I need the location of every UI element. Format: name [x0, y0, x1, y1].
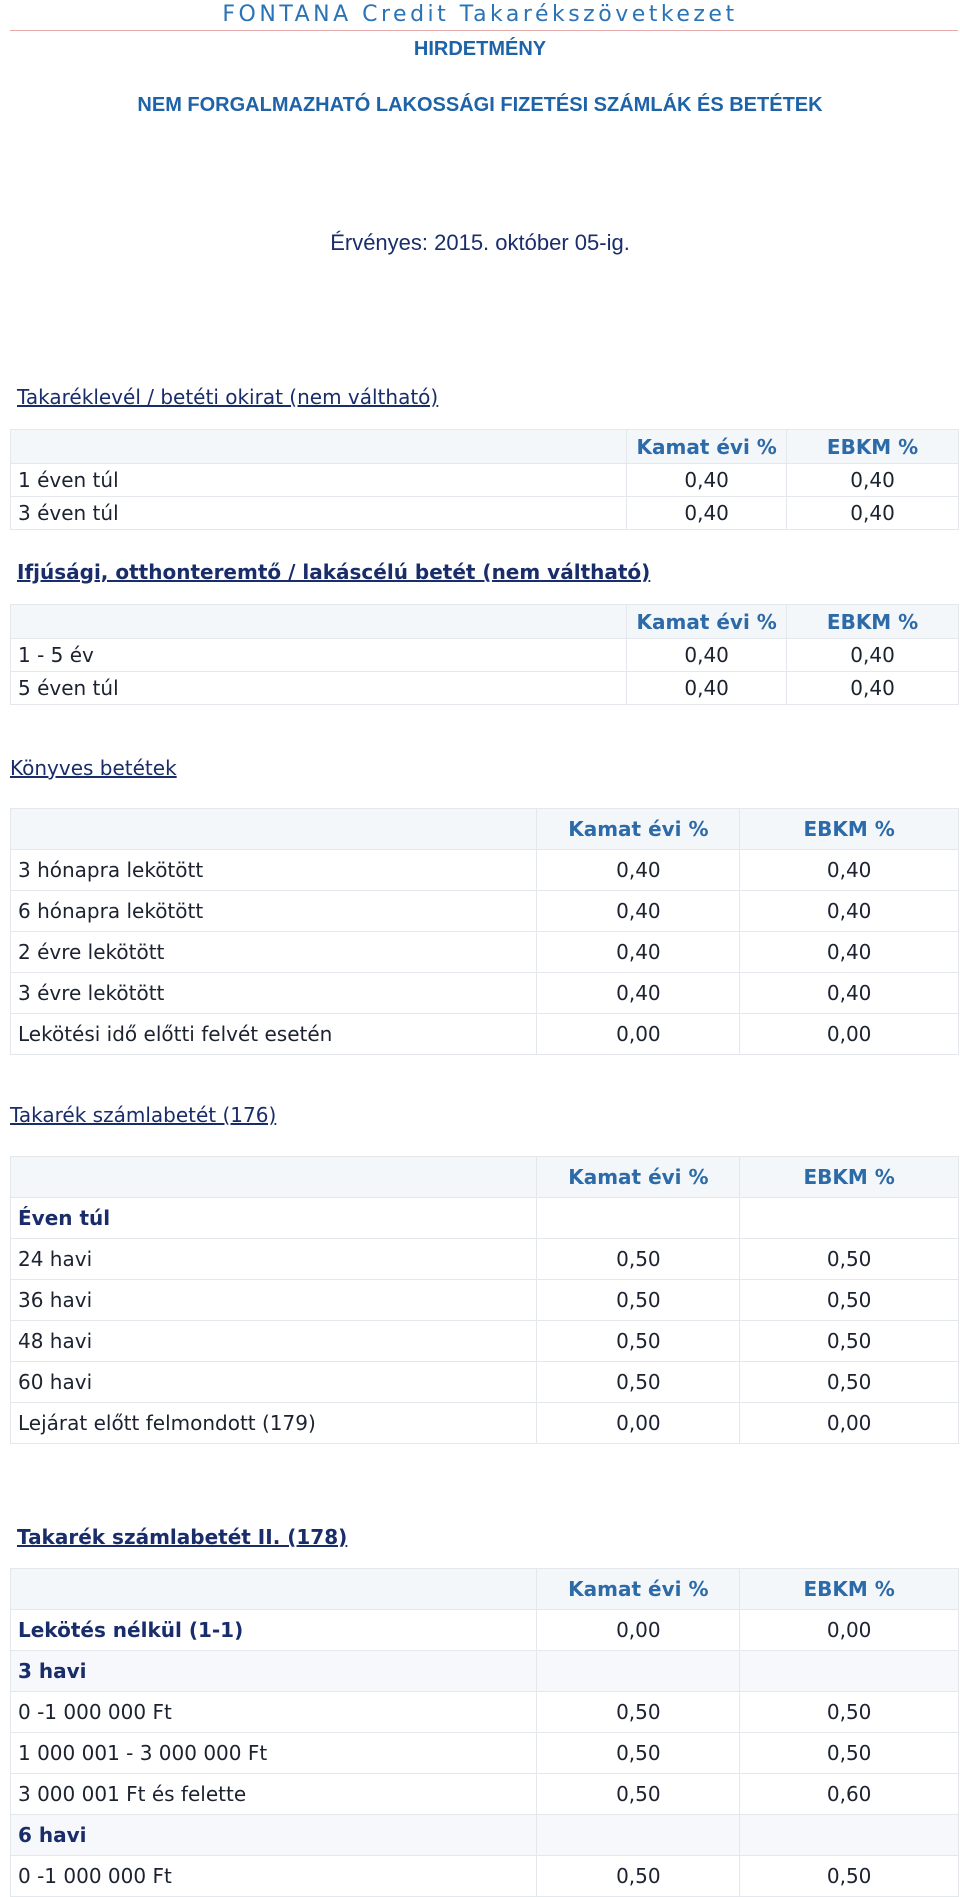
group-label: 6 havi — [11, 1815, 537, 1856]
row-label: Lekötés nélkül (1-1) — [11, 1610, 537, 1651]
rate-table-szamlabetet-176 — [10, 1156, 959, 1444]
row-rate: 0,00 — [537, 1403, 740, 1444]
table-row — [11, 1403, 959, 1444]
table-row — [11, 672, 959, 705]
header-blank-cell — [11, 1157, 537, 1198]
rate-table-konyves — [10, 808, 959, 1055]
group-empty-cell — [537, 1198, 740, 1239]
row-rate: 0,50 — [537, 1733, 740, 1774]
table-row — [11, 497, 959, 530]
row-rate: 0,00 — [537, 1610, 740, 1651]
table-row — [11, 891, 959, 932]
row-ebkm: 0,40 — [787, 672, 959, 705]
table-row — [11, 1280, 959, 1321]
table-row — [11, 1692, 959, 1733]
row-label: 1 éven túl — [11, 464, 627, 497]
header-rate: Kamat évi % — [627, 605, 787, 639]
table-row — [11, 1014, 959, 1055]
table-row — [11, 1856, 959, 1897]
header-blank-cell — [11, 809, 537, 850]
row-rate: 0,40 — [537, 891, 740, 932]
row-ebkm: 0,40 — [787, 639, 959, 672]
row-ebkm: 0,00 — [740, 1610, 959, 1651]
row-ebkm: 0,40 — [787, 464, 959, 497]
header-rate: Kamat évi % — [627, 430, 787, 464]
row-label: 0 -1 000 000 Ft — [11, 1856, 537, 1897]
row-rate: 0,50 — [537, 1321, 740, 1362]
table-row — [11, 1774, 959, 1815]
header-ebkm: EBKM % — [787, 430, 959, 464]
rate-table-ifjusagi — [10, 604, 959, 705]
row-label: Lekötési idő előtti felvét esetén — [11, 1014, 537, 1055]
table-row — [11, 1733, 959, 1774]
row-rate: 0,40 — [627, 672, 787, 705]
row-rate: 0,50 — [537, 1280, 740, 1321]
row-ebkm: 0,50 — [740, 1280, 959, 1321]
row-ebkm: 0,40 — [740, 850, 959, 891]
group-empty-cell — [537, 1651, 740, 1692]
table-row — [11, 1321, 959, 1362]
header-blank-cell — [11, 1569, 537, 1610]
table-row — [11, 850, 959, 891]
row-rate: 0,40 — [627, 497, 787, 530]
row-ebkm: 0,40 — [740, 973, 959, 1014]
row-rate: 0,50 — [537, 1239, 740, 1280]
header-rate: Kamat évi % — [537, 809, 740, 850]
header-ebkm: EBKM % — [740, 1569, 959, 1610]
table-header-row — [11, 809, 959, 850]
row-label: 60 havi — [11, 1362, 537, 1403]
row-label: 3 hónapra lekötött — [11, 850, 537, 891]
header-divider — [10, 30, 958, 31]
row-label: 36 havi — [11, 1280, 537, 1321]
group-row — [11, 1815, 959, 1856]
header-rate: Kamat évi % — [537, 1569, 740, 1610]
row-rate: 0,50 — [537, 1774, 740, 1815]
table-row — [11, 464, 959, 497]
header-rate: Kamat évi % — [537, 1157, 740, 1198]
row-ebkm: 0,00 — [740, 1014, 959, 1055]
row-label: 1 - 5 év — [11, 639, 627, 672]
notice-title: HIRDETMÉNY — [413, 38, 547, 60]
row-rate: 0,50 — [537, 1362, 740, 1403]
notice-subtitle: NEM FORGALMAZHATÓ LAKOSSÁGI FIZETÉSI SZÁMLÁK ÉS BETÉTEK — [137, 94, 823, 116]
row-label: 0 -1 000 000 Ft — [11, 1692, 537, 1733]
table-row — [11, 1362, 959, 1403]
row-rate: 0,40 — [537, 850, 740, 891]
header-blank-cell — [11, 605, 627, 639]
group-empty-cell — [537, 1815, 740, 1856]
row-ebkm: 0,50 — [740, 1239, 959, 1280]
header-blank-cell — [11, 430, 627, 464]
group-label: Éven túl — [11, 1198, 537, 1239]
row-label: 6 hónapra lekötött — [11, 891, 537, 932]
row-rate: 0,40 — [627, 464, 787, 497]
section-title-szamlabetet-176: Takarék számlabetét (176) — [10, 1103, 277, 1127]
validity-date: Érvényes: 2015. október 05-ig. — [330, 230, 630, 255]
bank-name: FONTANA Credit Takarékszövetkezet — [222, 2, 738, 27]
rate-table-szamlabetet-178 — [10, 1568, 959, 1897]
row-ebkm: 0,40 — [740, 891, 959, 932]
row-ebkm: 0,50 — [740, 1362, 959, 1403]
row-ebkm: 0,40 — [787, 497, 959, 530]
row-ebkm: 0,60 — [740, 1774, 959, 1815]
table-row — [11, 932, 959, 973]
row-label: 24 havi — [11, 1239, 537, 1280]
header-ebkm: EBKM % — [787, 605, 959, 639]
row-label: 1 000 001 - 3 000 000 Ft — [11, 1733, 537, 1774]
row-label: 48 havi — [11, 1321, 537, 1362]
section-title-ifjusagi: Ifjúsági, otthonteremtő / lakáscélú betét (nem váltható) — [17, 560, 651, 584]
table-row — [11, 639, 959, 672]
section-title-takareklevel: Takaréklevél / betéti okirat (nem váltható) — [17, 385, 439, 409]
row-rate: 0,40 — [627, 639, 787, 672]
row-label: Lejárat előtt felmondott (179) — [11, 1403, 537, 1444]
group-empty-cell — [740, 1651, 959, 1692]
row-ebkm: 0,40 — [740, 932, 959, 973]
row-ebkm: 0,50 — [740, 1321, 959, 1362]
row-ebkm: 0,50 — [740, 1733, 959, 1774]
row-rate: 0,50 — [537, 1856, 740, 1897]
row-ebkm: 0,50 — [740, 1856, 959, 1897]
row-rate: 0,40 — [537, 973, 740, 1014]
row-ebkm: 0,00 — [740, 1403, 959, 1444]
group-row — [11, 1651, 959, 1692]
section-title-szamlabetet-178: Takarék számlabetét II. (178) — [17, 1525, 348, 1549]
row-rate: 0,50 — [537, 1692, 740, 1733]
group-label: 3 havi — [11, 1651, 537, 1692]
table-header-row — [11, 1157, 959, 1198]
row-label: 3 évre lekötött — [11, 973, 537, 1014]
table-row — [11, 1239, 959, 1280]
header-ebkm: EBKM % — [740, 1157, 959, 1198]
table-row — [11, 973, 959, 1014]
row-label: 3 éven túl — [11, 497, 627, 530]
row-rate: 0,40 — [537, 932, 740, 973]
row-label: 2 évre lekötött — [11, 932, 537, 973]
group-row — [11, 1198, 959, 1239]
group-empty-cell — [740, 1815, 959, 1856]
row-ebkm: 0,50 — [740, 1692, 959, 1733]
rate-table-takareklevel — [10, 429, 959, 530]
row-rate: 0,00 — [537, 1014, 740, 1055]
table-header-row — [11, 430, 959, 464]
row-label: 3 000 001 Ft és felette — [11, 1774, 537, 1815]
section-title-konyves: Könyves betétek — [10, 756, 177, 780]
table-row-no-term — [11, 1610, 959, 1651]
row-label: 5 éven túl — [11, 672, 627, 705]
table-header-row — [11, 605, 959, 639]
group-empty-cell — [740, 1198, 959, 1239]
header-ebkm: EBKM % — [740, 809, 959, 850]
table-header-row — [11, 1569, 959, 1610]
